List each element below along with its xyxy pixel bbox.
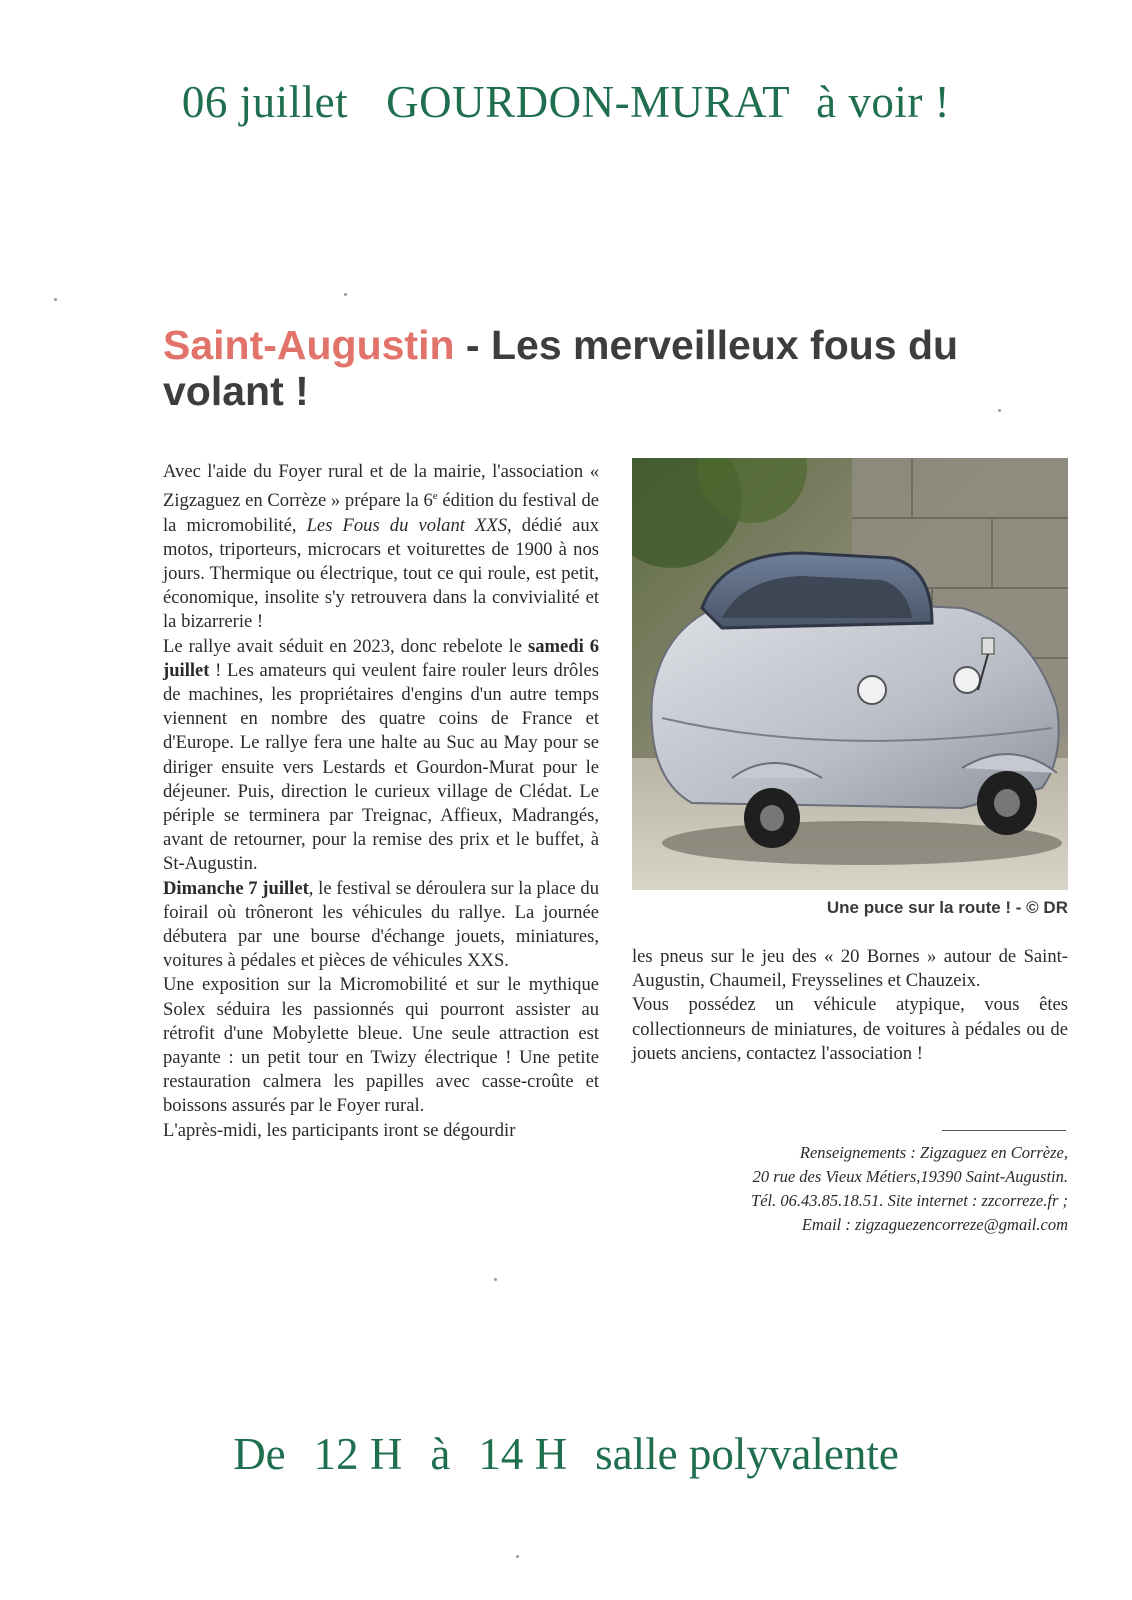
text-run: Avec l'aide du Foyer rural et de la mairie, l'association « Zigzaguez en Corrèze » prépare la 6 bbox=[163, 461, 599, 512]
festival-name: Les Fous du volant XXS, bbox=[306, 514, 512, 536]
article-paragraph: Une exposition sur la Micromobilité et sur le mythique Solex séduira les passionnés qui pourront assister au rétrofit d'une Mobylette bleue. Une seule attraction est payante : un petit tour en Twizy électrique ! Une petite restauration calmera les papilles avec casse-croûte et boissons assurés par le Foyer rural. bbox=[163, 974, 599, 1117]
title-date: 06 juillet bbox=[181, 77, 349, 127]
footer-end-time: 14 H bbox=[478, 1429, 568, 1479]
page-title bbox=[0, 76, 1132, 128]
text-run: dédié aux motos, triporteurs, microcars et voiturettes de 1900 à nos jours. Thermique ou électrique, tout ce qui roule, est petit, économique, insolite s'y retrouvera dans la convivialité et la bizarrerie ! bbox=[163, 514, 599, 633]
title-place: GOURDON-MURAT bbox=[386, 77, 791, 127]
contact-separator bbox=[942, 1130, 1066, 1131]
article-left-column bbox=[163, 460, 599, 1143]
schedule-footer bbox=[0, 1428, 1132, 1480]
contact-block bbox=[632, 1141, 1068, 1237]
photo-caption: Une puce sur la route ! - © DR bbox=[826, 898, 1068, 917]
article-paragraph bbox=[163, 635, 599, 877]
superscript: e bbox=[432, 490, 438, 503]
footer-a: à bbox=[430, 1429, 451, 1479]
article-paragraph bbox=[163, 460, 599, 635]
article-paragraph: L'après-midi, les participants iront se dégourdir bbox=[163, 1119, 516, 1141]
sunday-date: Dimanche 7 juillet bbox=[163, 877, 309, 899]
text-run: Le rallye avait séduit en 2023, donc rebelote le bbox=[163, 635, 528, 657]
scan-speck bbox=[344, 293, 347, 296]
headline-text: - Les merveilleux fous du volant ! bbox=[163, 322, 959, 414]
footer-start-time: 12 H bbox=[313, 1429, 403, 1479]
contact-line: 20 rue des Vieux Métiers,19390 Saint-Augustin. bbox=[752, 1167, 1068, 1186]
article-paragraph bbox=[163, 877, 599, 974]
microcar-photo bbox=[632, 458, 1068, 890]
footer-de: De bbox=[233, 1429, 286, 1479]
text-run: ! Les amateurs qui veulent faire rouler leurs drôles de machines, les propriétaires d'engins d'un autre temps viennent en nombre des quatre coins de France et d'Europe. Le rallye fera une halte au Suc au May pour se diriger ensuite vers Lestards et Gourdon-Murat pour le déjeuner. Puis, direction le curieux village de Clédat. Le périple se terminera par Treignac, Affieux, Madrangés, avant de retourner, pour la remise des prix et le buffet, à St-Augustin. bbox=[163, 659, 599, 875]
contact-line: Tél. 06.43.85.18.51. Site internet : zzcorreze.fr ; bbox=[751, 1191, 1068, 1210]
saturday-date: samedi 6 juillet bbox=[163, 635, 599, 681]
microcar-illustration bbox=[632, 458, 1068, 890]
title-note: à voir ! bbox=[816, 77, 951, 127]
footer-venue: salle polyvalente bbox=[595, 1429, 899, 1479]
article-right-column bbox=[632, 945, 1068, 1066]
article-paragraph: les pneus sur le jeu des « 20 Bornes » autour de Saint-Augustin, Chaumeil, Freysselines et Chauzeix. bbox=[632, 946, 1068, 992]
headline-kicker: Saint-Augustin bbox=[163, 322, 455, 368]
scan-speck bbox=[516, 1555, 519, 1558]
scan-speck bbox=[494, 1278, 497, 1281]
article-paragraph: Vous possédez un véhicule atypique, vous êtes collectionneurs de miniatures, de voitures à pédales ou de jouets anciens, contactez l'association ! bbox=[632, 994, 1068, 1064]
contact-line: Renseignements : Zigzaguez en Corrèze, bbox=[799, 1143, 1068, 1162]
contact-line: Email : zigzaguezencorreze@gmail.com bbox=[801, 1215, 1068, 1234]
scan-speck bbox=[54, 298, 57, 301]
article-headline bbox=[163, 322, 1043, 414]
text-run: , le festival se déroulera sur la place du foirail où trôneront les véhicules du rallye. La journée débutera par une bourse d'échange jouets, miniatures, voitures à pédales et pièces de véhicules XXS. bbox=[163, 877, 599, 972]
text-run: édition du festival de la micromobilité, bbox=[163, 490, 599, 536]
